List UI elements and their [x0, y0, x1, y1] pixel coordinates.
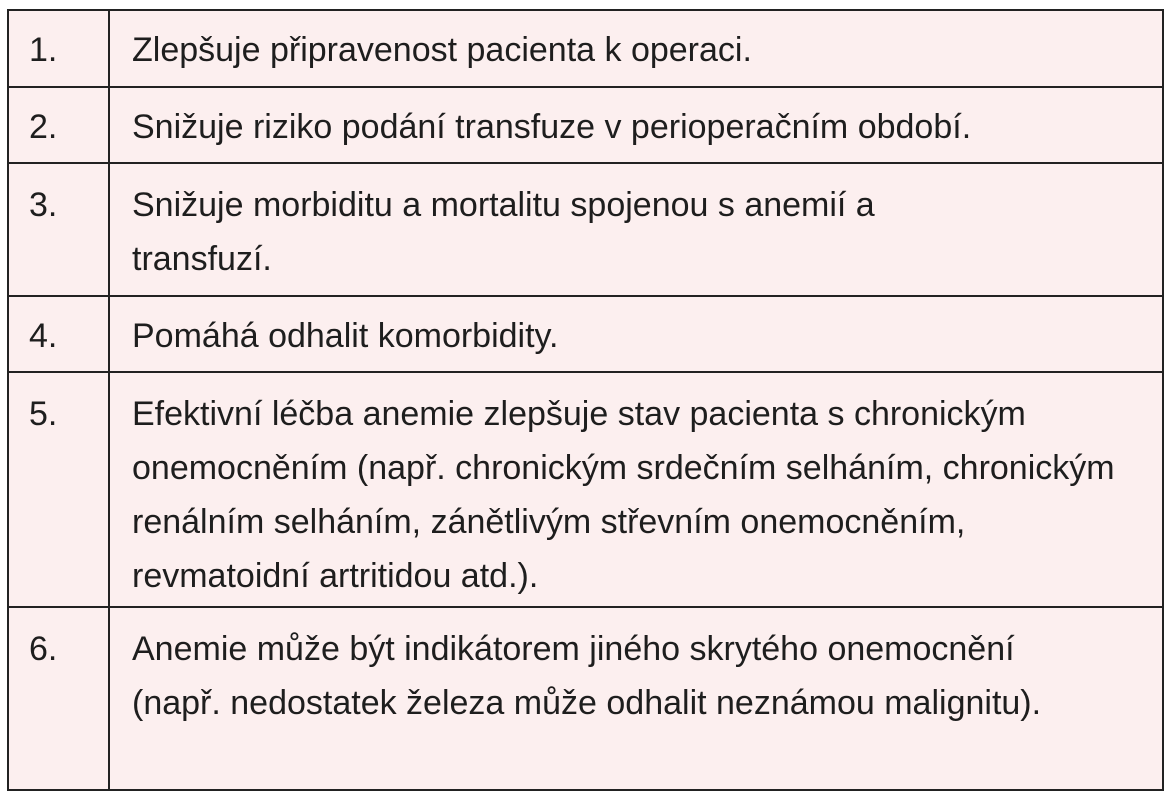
- table-row: [9, 87, 1162, 163]
- table-row: [9, 372, 1162, 607]
- table-row: [9, 163, 1162, 296]
- row-text: Anemie může být indikátorem jiného skrytého onemocnění (např. nedostatek železa může odhalit neznámou malignitu).: [132, 630, 1042, 722]
- benefits-table-grid: [9, 11, 1162, 789]
- row-number: 4.: [9, 296, 109, 372]
- row-text: Pomáhá odhalit komorbidity.: [109, 296, 1162, 372]
- row-text: Efektivní léčba anemie zlepšuje stav pacienta s chronickým onemocněním (např. chronickým srdečním selháním, chronickým renálním selháním, zánětlivým střevním onemocněním, revmatoidní artritidou atd.).: [109, 372, 1162, 607]
- benefits-table: [7, 9, 1164, 791]
- row-text: Snižuje morbiditu a mortalitu spojenou s anemií a transfuzí.: [109, 163, 1162, 296]
- row-text: Zlepšuje připravenost pacienta k operaci.: [109, 11, 1162, 87]
- row-number: 3.: [9, 163, 109, 296]
- row-number: 6.: [9, 607, 109, 789]
- row-number: 2.: [9, 87, 109, 163]
- table-row: [9, 11, 1162, 87]
- row-number: 1.: [9, 11, 109, 87]
- row-text: Snižuje riziko podání transfuze v perioperačním období.: [109, 87, 1162, 163]
- table-row: [9, 296, 1162, 372]
- table-row: [9, 607, 1162, 789]
- row-number: 5.: [9, 372, 109, 607]
